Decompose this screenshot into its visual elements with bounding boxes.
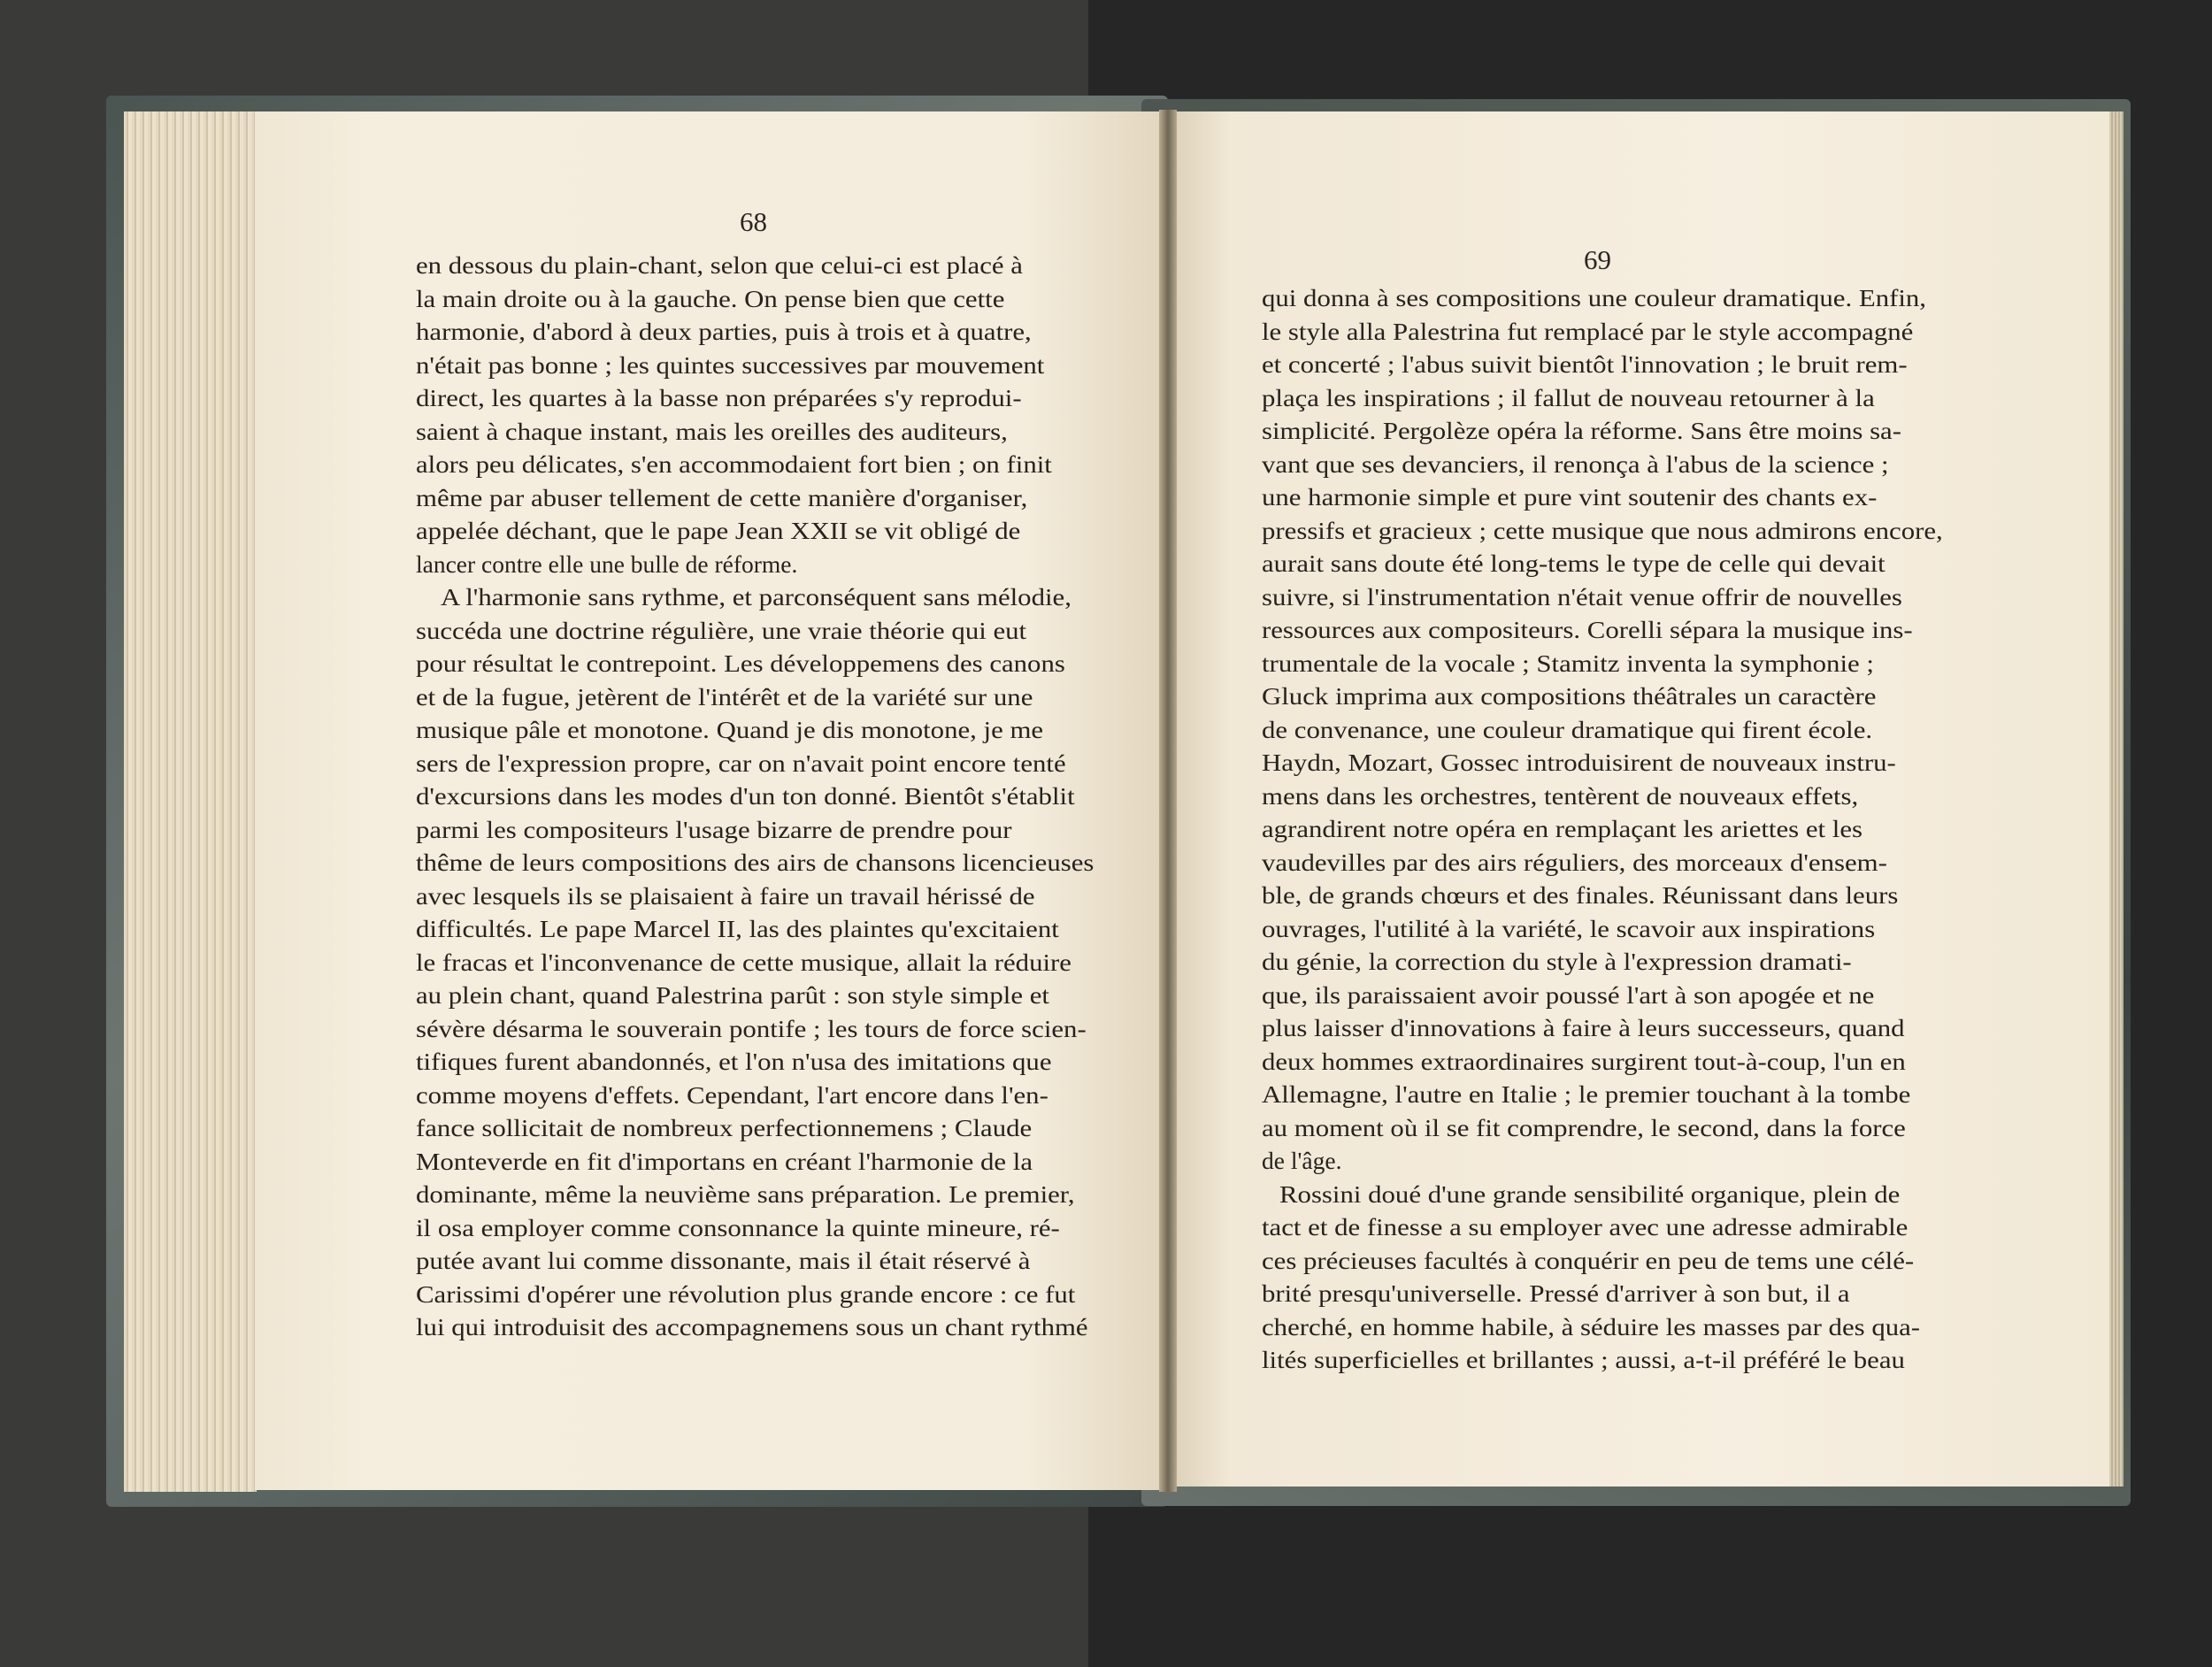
text-line: d'excursions dans les modes d'un ton donné. Bientôt s'établit <box>416 782 1075 810</box>
text-line: de l'âge. <box>1262 1147 1342 1174</box>
text-line: et concerté ; l'abus suivit bientôt l'innovation ; le bruit rem- <box>1262 350 1908 378</box>
text-line: ressources aux compositeurs. Corelli sépara la musique ins- <box>1262 616 1913 643</box>
text-line: sévère désarma le souverain pontife ; les tours de force scien- <box>416 1015 1087 1042</box>
text-line: le style alla Palestrina fut remplacé par le style accompagné <box>1262 318 1914 345</box>
text-line: mens dans les orchestres, tentèrent de nouveaux effets, <box>1262 782 1859 810</box>
text-line: musique pâle et monotone. Quand je dis monotone, je me <box>416 716 1044 743</box>
page-edge-stack <box>124 111 257 1492</box>
text-line: en dessous du plain-chant, selon que celui-ci est placé à <box>416 251 1023 279</box>
text-line: dominante, même la neuvième sans préparation. Le premier, <box>416 1180 1075 1208</box>
text-line: ble, de grands chœurs et des finales. Réunissant dans leurs <box>1262 881 1899 909</box>
text-line: tifiques furent abandonnés, et l'on n'usa des imitations que <box>416 1048 1052 1075</box>
text-line: trumentale de la vocale ; Stamitz inventa la symphonie ; <box>1262 649 1874 677</box>
text-line: plus laisser d'innovations à faire à leurs successeurs, quand <box>1262 1014 1905 1041</box>
text-line: du génie, la correction du style à l'expression dramati- <box>1262 948 1852 975</box>
text-line: difficultés. Le pape Marcel II, las des plaintes qu'excitaient <box>416 915 1059 942</box>
text-line: Haydn, Mozart, Gossec introduisirent de nouveaux instru- <box>1262 749 1896 776</box>
text-line: ouvrages, l'utilité à la variété, le scavoir aux inspirations <box>1262 915 1876 942</box>
page-number-right: 69 <box>1584 244 1611 275</box>
text-line: deux hommes extraordinaires surgirent tout-à-coup, l'un en <box>1262 1048 1906 1075</box>
text-line: suivre, si l'instrumentation n'était venue offrir de nouvelles <box>1262 583 1902 611</box>
text-line: cherché, en homme habile, à séduire les masses par des qua- <box>1262 1313 1921 1341</box>
text-line: Carissimi d'opérer une révolution plus grande encore : ce fut <box>416 1280 1076 1308</box>
text-line: parmi les compositeurs l'usage bizarre de prendre pour <box>416 816 1012 843</box>
text-line: au moment où il se fit comprendre, le second, dans la force <box>1262 1114 1906 1141</box>
text-line: A l'harmonie sans rythme, et parconséquent sans mélodie, <box>441 583 1071 611</box>
text-line: pressifs et gracieux ; cette musique que nous admirons encore, <box>1262 517 1943 544</box>
right-page-edge <box>2109 111 2124 1486</box>
text-line: putée avant lui comme dissonante, mais il était réservé à <box>416 1247 1031 1274</box>
text-line: la main droite ou à la gauche. On pense bien que cette <box>416 285 1005 312</box>
text-line: sers de l'expression propre, car on n'avait point encore tenté <box>416 749 1066 777</box>
text-line: et de la fugue, jetèrent de l'intérêt et de la variété sur une <box>416 683 1033 711</box>
text-line: saient à chaque instant, mais les oreilles des auditeurs, <box>416 418 1008 445</box>
text-line: appelée déchant, que le pape Jean XXII se vit obligé de <box>416 517 1021 544</box>
text-line: au plein chant, quand Palestrina parût : son style simple et <box>416 981 1049 1009</box>
text-line: vaudevilles par des airs réguliers, des morceaux d'ensem- <box>1262 849 1887 876</box>
text-line: harmonie, d'abord à deux parties, puis à trois et à quatre, <box>416 318 1032 345</box>
text-line: alors peu délicates, s'en accommodaient fort bien ; on finit <box>416 450 1052 478</box>
text-line: avec lesquels ils se plaisaient à faire un travail hérissé de <box>416 882 1035 910</box>
text-line: le fracas et l'inconvenance de cette musique, allait la réduire <box>416 949 1071 976</box>
text-line: thême de leurs compositions des airs de chansons licencieuses <box>416 849 1094 876</box>
text-line: même par abuser tellement de cette manière d'organiser, <box>416 484 1028 511</box>
text-line: aurait sans doute été long-tems le type de celle qui devait <box>1262 549 1886 577</box>
text-line: brité presqu'universelle. Pressé d'arriver à son but, il a <box>1262 1279 1850 1307</box>
page-number-left: 68 <box>740 206 767 237</box>
text-line: lités superficielles et brillantes ; aussi, a-t-il préféré le beau <box>1262 1346 1905 1373</box>
text-line: tact et de finesse a su employer avec une adresse admirable <box>1262 1213 1909 1241</box>
text-line: n'était pas bonne ; les quintes successives par mouvement <box>416 351 1045 379</box>
text-line: ces précieuses facultés à conquérir en peu de tems une célé- <box>1262 1247 1915 1274</box>
text-line: direct, les quartes à la basse non préparées s'y reprodui- <box>416 384 1022 411</box>
text-line: plaça les inspirations ; il fallut de nouveau retourner à la <box>1262 384 1875 411</box>
text-line: lui qui introduisit des accompagnemens sous un chant rythmé <box>416 1313 1088 1341</box>
text-line: que, ils paraissaient avoir poussé l'art à son apogée et ne <box>1262 981 1875 1009</box>
text-line: simplicité. Pergolèze opéra la réforme. Sans être moins sa- <box>1262 417 1901 444</box>
text-line: Monteverde en fit d'importans en créant l'harmonie de la <box>416 1148 1033 1175</box>
text-line: Gluck imprima aux compositions théâtrales un caractère <box>1262 682 1877 710</box>
text-line: succéda une doctrine régulière, une vraie théorie qui eut <box>416 617 1027 644</box>
text-line: qui donna à ses compositions une couleur dramatique. Enfin, <box>1262 284 1927 311</box>
text-line: une harmonie simple et pure vint soutenir des chants ex- <box>1262 483 1878 511</box>
text-line: comme moyens d'effets. Cependant, l'art encore dans l'en- <box>416 1081 1048 1109</box>
text-line: agrandirent notre opéra en remplaçant les ariettes et les <box>1262 815 1863 842</box>
text-line: fance sollicitait de nombreux perfectionnemens ; Claude <box>416 1114 1033 1141</box>
book-gutter <box>1159 110 1177 1492</box>
text-line: Rossini doué d'une grande sensibilité organique, plein de <box>1279 1180 1901 1208</box>
text-line: vant que ses devanciers, il renonça à l'abus de la science ; <box>1262 450 1889 478</box>
text-line: Allemagne, l'autre en Italie ; le premier touchant à la tombe <box>1262 1080 1911 1108</box>
text-line: il osa employer comme consonnance la quinte mineure, ré- <box>416 1214 1060 1241</box>
text-line: pour résultat le contrepoint. Les développemens des canons <box>416 649 1065 677</box>
text-line: de convenance, une couleur dramatique qui firent école. <box>1262 716 1873 743</box>
text-line: lancer contre elle une bulle de réforme. <box>416 550 798 578</box>
